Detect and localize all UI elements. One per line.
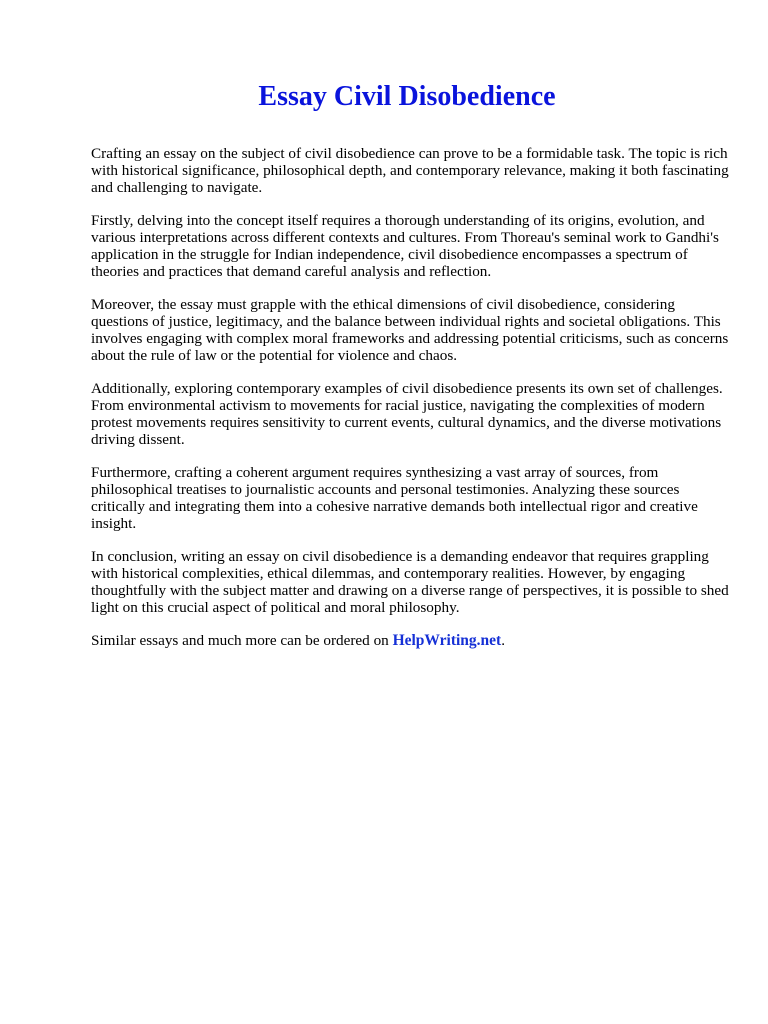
- paragraph-additionally: Additionally, exploring contemporary examples of civil disobedience presents its own set of challenges. From environmental activism to movements for racial justice, navigating the complexities of modern protest movements requires sensitivity to current events, cultural dynamics, and the diverse motivations driving dissent.: [91, 380, 723, 448]
- paragraph-intro: Crafting an essay on the subject of civil disobedience can prove to be a formidable task. The topic is rich with historical significance, philosophical depth, and contemporary relevance, making it both fascinating and challenging to navigate.: [91, 145, 729, 196]
- page-title: Essay Civil Disobedience: [258, 81, 556, 112]
- paragraph-firstly: Firstly, delving into the concept itself requires a thorough understanding of its origins, evolution, and various interpretations across different contexts and cultures. From Thoreau's seminal work to Gandhi's application in the struggle for Indian independence, civil disobedience encompasses a spectrum of theories and practices that demand careful analysis and reflection.: [91, 212, 719, 280]
- footer-prefix: Similar essays and much more can be ordered on: [91, 632, 389, 649]
- essay-body: [91, 145, 731, 649]
- footer-suffix: .: [501, 632, 506, 649]
- paragraph-conclusion: In conclusion, writing an essay on civil disobedience is a demanding endeavor that requires grappling with historical complexities, ethical dilemmas, and contemporary realities. However, by engaging thoughtfully with the subject matter and drawing on a diverse range of perspectives, it is possible to shed light on this crucial aspect of political and moral philosophy.: [91, 548, 729, 616]
- helpwriting-link[interactable]: HelpWriting.net: [392, 632, 502, 649]
- paragraph-moreover: Moreover, the essay must grapple with the ethical dimensions of civil disobedience, considering questions of justice, legitimacy, and the balance between individual rights and societal obligations. This involves engaging with complex moral frameworks and addressing potential criticisms, such as concerns about the rule of law or the potential for violence and chaos.: [91, 296, 729, 364]
- paragraph-furthermore: Furthermore, crafting a coherent argument requires synthesizing a vast array of sources, from philosophical treatises to journalistic accounts and personal testimonies. Analyzing these sources critically and integrating them into a cohesive narrative demands both intellectual rigor and creative insight.: [91, 464, 698, 532]
- footer-promo: [91, 632, 731, 649]
